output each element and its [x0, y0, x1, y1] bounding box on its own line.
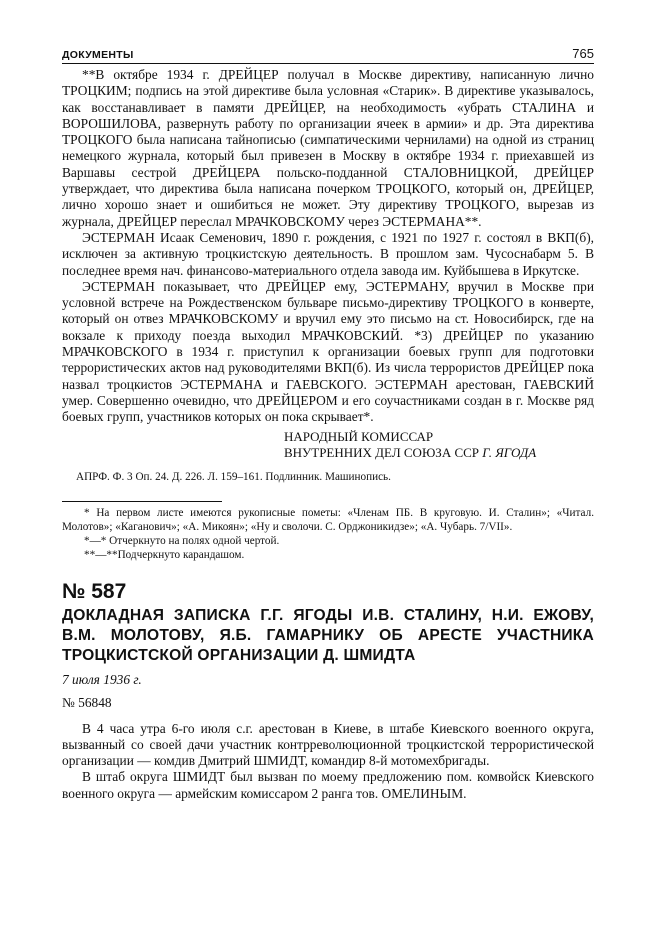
signature-office	[284, 445, 594, 461]
signature-block	[284, 429, 594, 461]
signature-title: НАРОДНЫЙ КОМИССАР	[284, 428, 434, 444]
footnote: *—* Отчеркнуто на полях одной чертой.	[84, 534, 280, 547]
running-head: ДОКУМЕНТЫ	[62, 49, 134, 61]
document-paragraph: В штаб округа ШМИДТ был вызван по моему предложению пом. комвойск Киевского военного округа — армейским комиссаром 2 ранга тов. ОМЕЛИНЫМ.	[62, 769, 594, 801]
document-paragraph: В 4 часа утра 6-го июля с.г. арестован в Киеве, в штабе Киевского военного округа, вызванный со своей дачи участник контрреволюционной троцкистской террористической организации — комдив Дмитрий ШМИДТ, командир 8-й мотомехбригады.	[62, 720, 594, 769]
document-number: № 587	[62, 579, 127, 603]
page-number: 765	[572, 46, 594, 61]
footnotes	[62, 506, 594, 562]
archive-source: АПРФ. Ф. 3 Оп. 24. Д. 226. Л. 159–161. Подлинник. Машинопись.	[76, 470, 391, 483]
footnote: **—**Подчеркнуто карандашом.	[84, 548, 245, 561]
signature-name: Г. ЯГОДА	[482, 444, 537, 460]
page-header	[62, 46, 594, 64]
body-paragraph: ЭСТЕРМАН Исаак Семенович, 1890 г. рождения, с 1921 по 1927 г. состоял в ВКП(б), исключен за активную троцкистскую деятельность. В прошлом зам. Чусоснабарм 5. В последнее время нач. финансово-материального отдела завода им. Куйбышева в Иркутске.	[62, 229, 594, 278]
body-text	[62, 67, 594, 426]
footnotes-divider	[62, 501, 222, 502]
body-paragraph: ЭСТЕРМАН показывает, что ДРЕЙЦЕР ему, ЭСТЕРМАНУ, вручил в Москве при условной встрече на Рождественском бульваре письмо-директиву ТРОЦКОГО в конверте, который он отвез МРАЧКОВСКОМУ и вручил ему это письмо на ст. Новосибирск, где на вокзале к приходу поезда выходил МРАЧКОВСКИЙ. *3) ДРЕЙЦЕР по указанию МРАЧКОВСКОГО в 1934 г. приступил к организации боевых групп для подготовки террористических актов над руководителями ВКП(б). Из числа террористов ДРЕЙЦЕР пока назвал троцкистов ЭСТЕРМАНА и ГАЕВСКОГО. ЭСТЕРМАН арестован, ГАЕВСКИЙ умер. Совершенно очевидно, что ДРЕЙЦЕРОМ и его соучастниками создан в г. Москве ряд боевых групп, участников которых он пока скрывает*.	[62, 278, 594, 425]
footnote: * На первом листе имеются рукописные пометы: «Членам ПБ. В круговую. И. Сталин»; «Читал. Молотов»; «Каганович»; «А. Микоян»; «Ну и сволочи. С. Орджоникидзе»; «А. Чубарь. 7/VII».	[62, 506, 594, 533]
document-body	[62, 721, 594, 802]
body-paragraph: **В октябре 1934 г. ДРЕЙЦЕР получал в Москве директиву, написанную лично ТРОЦКИМ; подпись на этой директиве была условная «Старик». В директиве указывалось, как восстанавливает в памяти ДРЕЙЦЕР, на необходимость «убрать СТАЛИНА и ВОРОШИЛОВА, развернуть работу по организации ячеек в армии» и др. Эта директива ТРОЦКОГО была написана тайнописью (симпатическими чернилами) на одной из страниц немецкого журнала, который был привезен в Москву в октябре 1934 г. приехавшей из Варшавы сестрой ДРЕЙЦЕРА польско-подданной СТАЛОВНИЦКОЙ, ДРЕЙЦЕР утверждает, что директива была написана почерком ТРОЦКОГО, который он, ДРЕЙЦЕР, лично хорошо знает и ошибиться не может. Эту директиву ТРОЦКОГО, вырезав из журнала, ДРЕЙЦЕР переслал МРАЧКОВСКОМУ через ЭСТЕРМАНА**.	[62, 67, 594, 229]
document-date: 7 июля 1936 г.	[62, 671, 142, 687]
signature-office-text: ВНУТРЕННИХ ДЕЛ СОЮЗА ССР	[284, 444, 480, 460]
document-page	[62, 46, 594, 802]
document-reference-number: № 56848	[62, 694, 112, 710]
document-title: ДОКЛАДНАЯ ЗАПИСКА Г.Г. ЯГОДЫ И.В. СТАЛИНУ, Н.И. ЕЖОВУ, В.М. МОЛОТОВУ, Я.Б. ГАМАРНИКУ ОБ АРЕСТЕ УЧАСТНИКА ТРОЦКИСТСКОЙ ОРГАНИЗАЦИИ Д. ШМИДТА	[62, 606, 594, 664]
